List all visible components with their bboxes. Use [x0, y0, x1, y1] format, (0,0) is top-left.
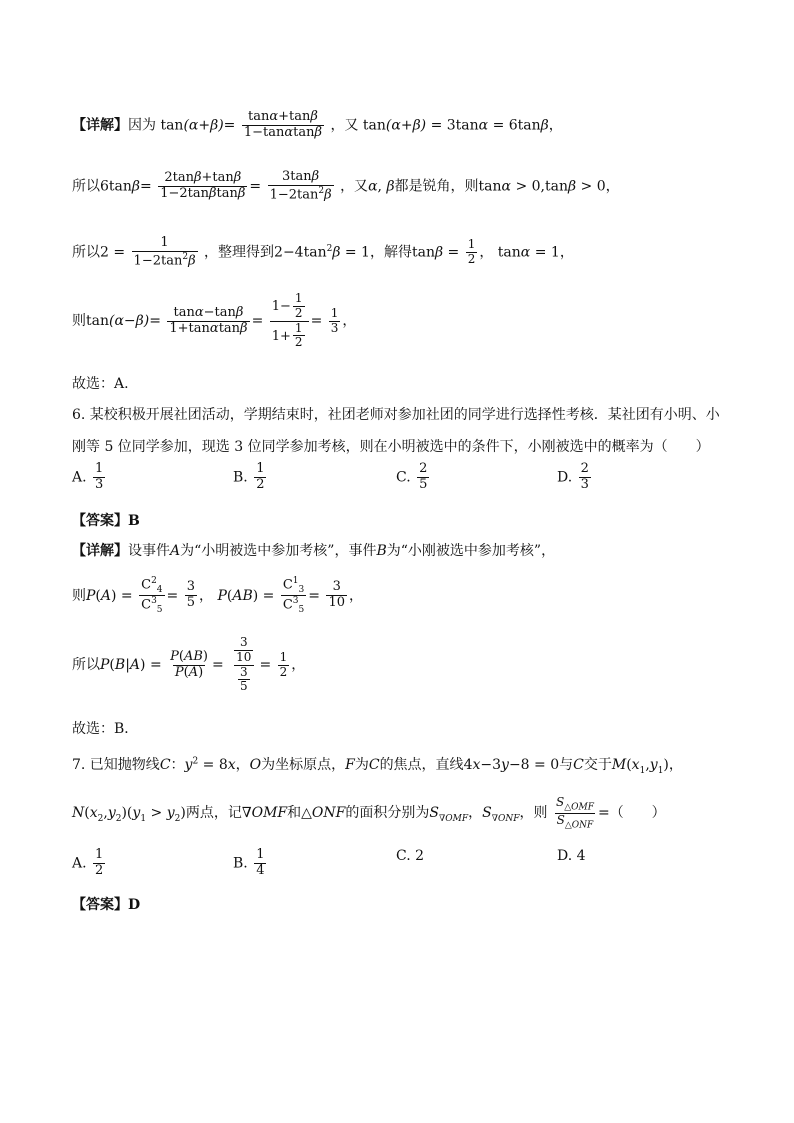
- text: ，: [668, 757, 683, 773]
- compound-fraction: $\frac{\frac{3}{10}}{\frac{3}{5}}$: [230, 636, 257, 694]
- denominator: 2: [95, 862, 104, 878]
- text: （ ）: [609, 805, 666, 822]
- sol5-line1: 【详解】因为 tan(α+β)= $\frac{\tan\alpha+\tan\beta}{1-\tan\alpha\tan\beta}$ ，又 tan(α+β) = 3tanα = 6tanβ，: [72, 109, 563, 140]
- compound-fraction: 1− $\frac{1}{2}$ 1+ $\frac{1}{2}$: [270, 292, 309, 350]
- text: 为: [354, 757, 369, 773]
- text: 交于: [583, 757, 612, 773]
- text: 与: [559, 757, 574, 773]
- option-label: C.: [396, 469, 416, 486]
- detail-tag: 【详解】: [72, 117, 128, 134]
- text: ，又: [340, 178, 369, 195]
- choice-b: 故选：B．: [72, 721, 139, 737]
- option-label: D.: [557, 469, 577, 486]
- numerator: 1: [95, 847, 104, 862]
- denominator: 4: [256, 862, 265, 878]
- text: ，又: [330, 117, 359, 134]
- detail-tag: 【详解】: [72, 543, 128, 559]
- fraction: $\frac{1}{2}$: [467, 237, 476, 267]
- text: 为坐标原点，: [261, 757, 346, 773]
- fraction: $\frac{1}{1-2\tan^2\beta}$: [133, 235, 196, 269]
- text: ，: [291, 657, 306, 674]
- fraction: $\frac{S_{\triangle OMF}}{S_{\triangle ONF}}$: [555, 795, 594, 831]
- option-a: [72, 848, 107, 879]
- text: ，: [559, 244, 574, 261]
- text: ，: [342, 313, 357, 330]
- text: ，: [605, 178, 620, 195]
- denominator: 2: [256, 476, 265, 492]
- fraction: $\frac{C^2_4}{C^3_5}$: [141, 576, 163, 616]
- text: 设事件: [128, 543, 170, 559]
- text: ，整理得到: [204, 244, 275, 261]
- text: ，: [349, 587, 363, 604]
- option-fraction: [254, 462, 266, 493]
- q6-detail-line1: 【详解】设事件A为“小明被选中参加考核”，事件B为“小刚被选中参加考核”，: [72, 543, 556, 559]
- option-label: D. 4: [557, 848, 586, 864]
- option-a: [72, 462, 107, 493]
- option-fraction: [254, 848, 266, 879]
- fraction: $\frac{3}{10}$: [328, 579, 345, 611]
- text: 则: [72, 587, 86, 604]
- option-c: [396, 848, 424, 864]
- fraction: $\frac{1}{2}$: [279, 649, 288, 679]
- numerator: 1: [256, 461, 265, 476]
- numerator: 2: [580, 461, 589, 476]
- denominator: 3: [95, 476, 104, 492]
- option-fraction: [417, 462, 429, 493]
- text: ，: [548, 117, 563, 134]
- text: ：: [170, 757, 185, 773]
- option-fraction: [579, 462, 591, 493]
- option-label: C. 2: [396, 848, 425, 864]
- option-fraction: [93, 462, 105, 493]
- option-d: [557, 848, 586, 864]
- text: 所以: [72, 244, 100, 261]
- option-label: A.: [72, 469, 92, 486]
- text: 所以: [72, 657, 100, 674]
- text: ，: [468, 805, 483, 822]
- fraction: $\frac{\tan\alpha-\tan\beta}{1+\tan\alpha\tan\beta}$: [169, 304, 248, 336]
- text: 则: [72, 313, 86, 330]
- denominator: 5: [419, 476, 428, 492]
- option-fraction: [93, 848, 105, 879]
- sol5-line2: 所以6tanβ= $\frac{2\tan\beta+\tan\beta}{1-2\tan\beta\tan\beta}$ = $\frac{3\tan\beta}{1-2\tan^2\beta}$ ，又α, β都是锐角，则tanα > 0,tanβ > 0，: [72, 169, 620, 203]
- option-label: B.: [233, 855, 253, 872]
- text: ，: [479, 244, 494, 261]
- fraction: $\frac{3}{5}$: [186, 579, 195, 611]
- q6-detail-line2: 则P(A) = $\frac{C^2_4}{C^3_5}$ = $\frac{3}{5}$ ， P(AB) = $\frac{C^1_3}{C^3_5}$ = $\frac{3}{10}$ ，: [72, 576, 363, 616]
- option-label: B.: [233, 469, 253, 486]
- q6-answer: 【答案】B: [72, 513, 140, 529]
- fraction: $\frac{\tan\alpha+\tan\beta}{1-\tan\alpha\tan\beta}$: [243, 109, 323, 140]
- q7-answer: 【答案】D: [72, 897, 141, 913]
- text: ，: [199, 587, 213, 604]
- text: 和: [287, 805, 302, 822]
- text: 两点，记: [185, 805, 242, 822]
- choice-a: 故选：A.: [72, 376, 129, 392]
- text: ，解得: [369, 244, 412, 261]
- option-d: [557, 462, 593, 493]
- numerator: 2: [419, 461, 428, 476]
- text: 7. 已知抛物线: [72, 757, 160, 773]
- option-b: [233, 848, 268, 879]
- text: 为“小明被选中参加考核”，事件: [180, 543, 377, 559]
- q6-stem-2: 刚等 5 位同学参加，现选 3 位同学参加考核，则在小明被选中的条件下，小刚被选中的概率为（ ）: [72, 439, 710, 455]
- fraction: $\frac{2\tan\beta+\tan\beta}{1-2\tan\beta\tan\beta}$: [160, 170, 246, 202]
- denominator: 3: [580, 476, 589, 492]
- text: 的面积分别为: [345, 805, 430, 822]
- text: ，则: [519, 805, 548, 822]
- q7-stem-1: 7. 已知抛物线C：$y^2 = 8x$，O为坐标原点，F为C的焦点，直线4x−3y−8 = 0与C交于$M(x_1,y_1)$，: [72, 756, 683, 776]
- text: 因为: [128, 117, 156, 134]
- q6-detail-line3: 所以P(B|A) = $\frac{P(AB)}{P(A)}$ = $\frac{\frac{3}{10}}{\frac{3}{5}}$ = $\frac{1}{2}$ ，: [72, 635, 306, 694]
- fraction: $\frac{3\tan\beta}{1-2\tan^2\beta}$: [269, 169, 332, 203]
- fraction: $\frac{P(AB)}{P(A)}$: [170, 648, 208, 680]
- option-label: A.: [72, 855, 92, 872]
- text: 所以: [72, 178, 100, 195]
- fraction: $\frac{1}{3}$: [330, 305, 339, 335]
- text: 都是锐角，则: [394, 178, 479, 195]
- option-b: [233, 462, 268, 493]
- numerator: 1: [256, 847, 265, 862]
- fraction: $\frac{C^1_3}{C^3_5}$: [282, 576, 305, 616]
- q7-stem-2: $N(x_2,y_2)(y_1 > y_2)$两点，记∇OMF和△ONF的面积分别为$S_{\nabla OMF}$，$S_{\nabla ONF}$，则 $\frac{S_{\triangle OMF}}{S_{\triangle ONF}}$ =（ ）: [72, 795, 666, 831]
- sol5-line3: 所以2 = $\frac{1}{1-2\tan^2\beta}$ ，整理得到$2-4\tan^2\beta = 1$，解得tanβ = $\frac{1}{2}$ ， tanα = 1，: [72, 235, 574, 269]
- text: 的焦点，直线: [379, 757, 464, 773]
- sol5-line4: 则tan(α−β)= $\frac{\tan\alpha-\tan\beta}{1+\tan\alpha\tan\beta}$ = 1− $\frac{1}{2}$ 1+ $\frac{1}{2}$ = $\frac{1}{3}$ ，: [72, 291, 357, 350]
- q6-stem-1: 6. 某校积极开展社团活动，学期结束时，社团老师对参加社团的同学进行选择性考核．某社团有小明、小: [72, 407, 720, 423]
- text: 为“小刚被选中参加考核”，: [386, 543, 556, 559]
- option-c: [396, 462, 431, 493]
- text: ，: [235, 757, 250, 773]
- numerator: 1: [95, 461, 104, 476]
